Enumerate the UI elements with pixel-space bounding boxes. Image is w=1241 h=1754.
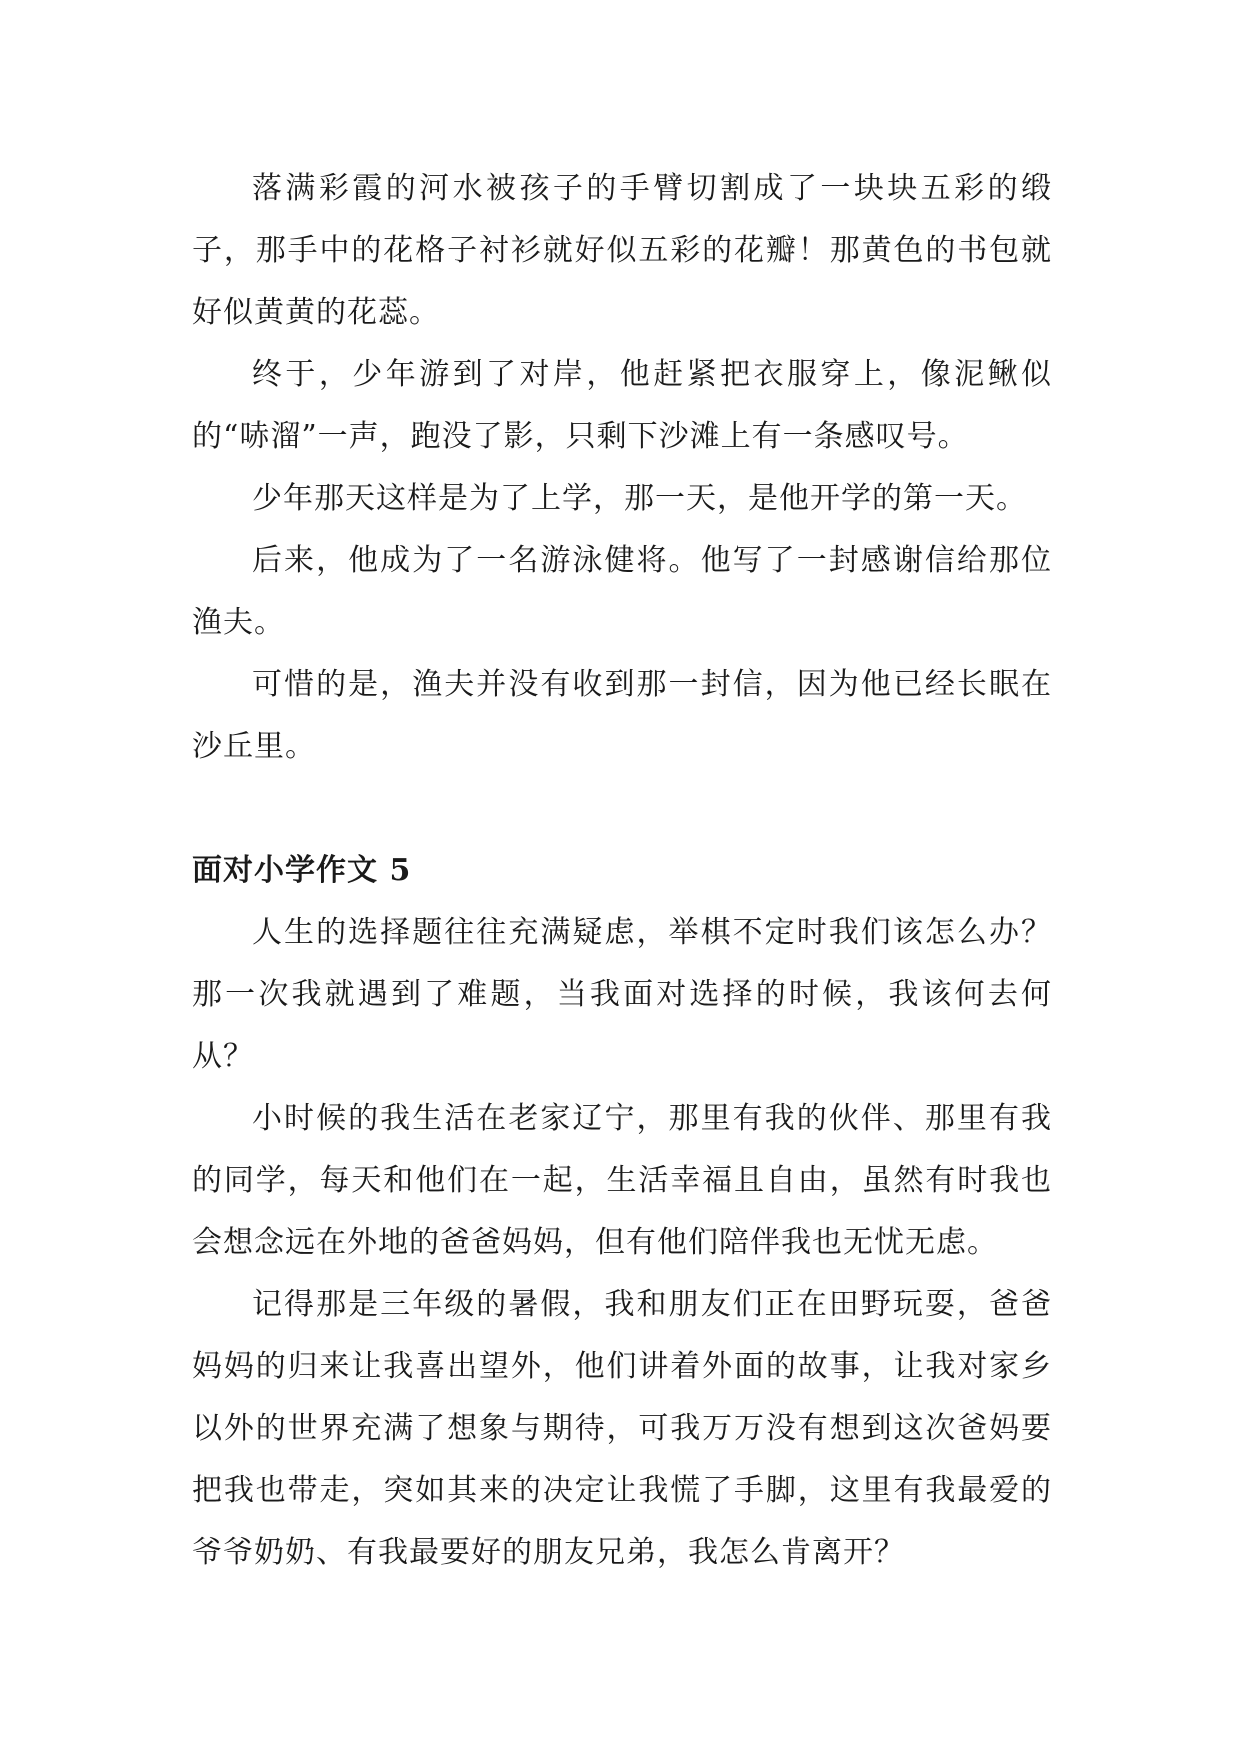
paragraph: 记得那是三年级的暑假，我和朋友们正在田野玩耍，爸爸妈妈的归来让我喜出望外，他们讲着外面的故事，让我对家乡以外的世界充满了想象与期待，可我万万没有想到这次爸妈要把我也带走，突如其来的决定让我慌了手脚，这里有我最爱的爷爷奶奶、有我最要好的朋友兄弟，我怎么肯离开？ (192, 1287, 1052, 1570)
paragraph: 人生的选择题往往充满疑虑，举棋不定时我们该怎么办？那一次我就遇到了难题，当我面对选择的时候，我该何去何从？ (192, 915, 1052, 1074)
paragraph: 后来，他成为了一名游泳健将。他写了一封感谢信给那位渔夫。 (192, 543, 1052, 640)
paragraph: 终于，少年游到了对岸，他赶紧把衣服穿上，像泥鳅似的“哧溜”一声，跑没了影，只剩下沙滩上有一条感叹号。 (192, 357, 1052, 454)
essay-title: 面对小学作文 5 (192, 853, 412, 888)
section-gap (192, 778, 1052, 840)
paragraph: 少年那天这样是为了上学，那一天，是他开学的第一天。 (252, 481, 1027, 516)
paragraph: 小时候的我生活在老家辽宁，那里有我的伙伴、那里有我的同学，每天和他们在一起，生活幸福且自由，虽然有时我也会想念远在外地的爸爸妈妈，但有他们陪伴我也无忧无虑。 (192, 1101, 1052, 1260)
document-page (192, 158, 1052, 1584)
paragraph: 落满彩霞的河水被孩子的手臂切割成了一块块五彩的缎子，那手中的花格子衬衫就好似五彩的花瓣！那黄色的书包就好似黄黄的花蕊。 (192, 171, 1052, 330)
paragraph: 可惜的是，渔夫并没有收到那一封信，因为他已经长眠在沙丘里。 (192, 667, 1052, 764)
